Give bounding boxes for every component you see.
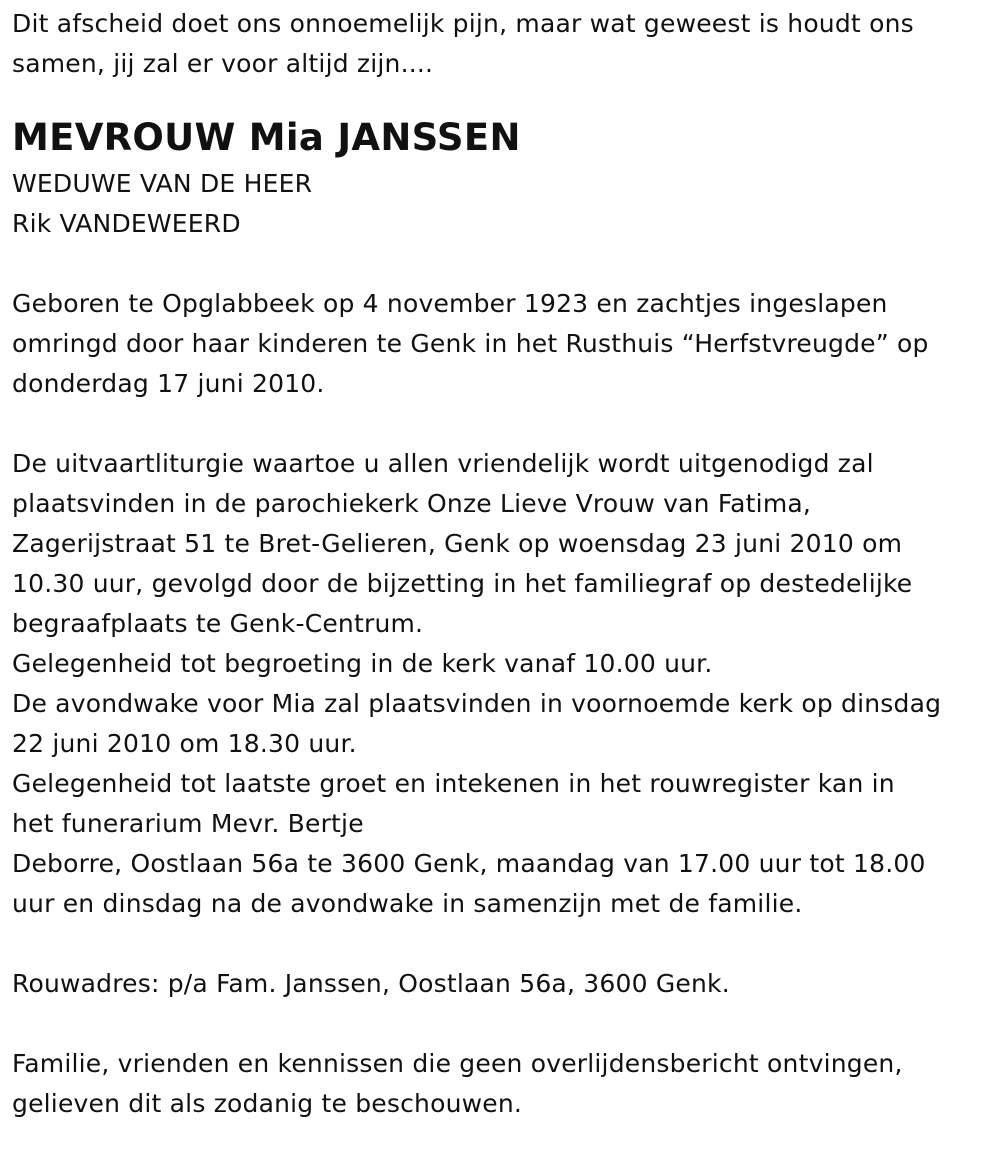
funeral-line: plaatsvinden in de parochiekerk Onze Lieve Vrouw van Fatima, (12, 489, 812, 518)
subtitle-block (12, 164, 992, 244)
funeral-line: De uitvaartliturgie waartoe u allen vriendelijk wordt uitgenodigd zal (12, 449, 874, 478)
funeral-line: 22 juni 2010 om 18.30 uur. (12, 729, 357, 758)
birth-line: Geboren te Opglabbeek op 4 november 1923 en zachtjes ingeslapen (12, 289, 888, 318)
opening-line: samen, jij zal er voor altijd zijn.... (12, 49, 434, 78)
funeral-line: De avondwake voor Mia zal plaatsvinden in voornoemde kerk op dinsdag (12, 689, 942, 718)
spacer (12, 924, 992, 964)
opening-quote (12, 4, 992, 84)
opening-line: Dit afscheid doet ons onnoemelijk pijn, maar wat geweest is houdt ons (12, 9, 914, 38)
spacer (12, 404, 992, 444)
funeral-line: uur en dinsdag na de avondwake in samenzijn met de familie. (12, 889, 803, 918)
birth-line: omringd door haar kinderen te Genk in het Rusthuis “Herfstvreugde” op (12, 329, 929, 358)
birth-paragraph (12, 284, 992, 404)
funeral-line: begraafplaats te Genk-Centrum. (12, 609, 424, 638)
spacer (12, 84, 992, 112)
funeral-line: 10.30 uur, gevolgd door de bijzetting in het familiegraf op destedelijke (12, 569, 913, 598)
funeral-line: Zagerijstraat 51 te Bret-Gelieren, Genk op woensdag 23 juni 2010 om (12, 529, 903, 558)
closing-line: Familie, vrienden en kennissen die geen overlijdensbericht ontvingen, (12, 1049, 903, 1078)
funeral-line: het funerarium Mevr. Bertje (12, 809, 364, 838)
subtitle-line: WEDUWE VAN DE HEER (12, 169, 313, 198)
funeral-line: Gelegenheid tot laatste groet en intekenen in het rouwregister kan in (12, 769, 895, 798)
funeral-paragraph (12, 444, 992, 924)
closing-paragraph (12, 1044, 992, 1124)
closing-line: gelieven dit als zodanig te beschouwen. (12, 1089, 523, 1118)
spacer (12, 244, 992, 284)
mourning-address: Rouwadres: p/a Fam. Janssen, Oostlaan 56a, 3600 Genk. (12, 969, 730, 998)
funeral-line: Gelegenheid tot begroeting in de kerk vanaf 10.00 uur. (12, 649, 713, 678)
death-notice-document (12, 4, 992, 1124)
spacer (12, 1004, 992, 1044)
birth-line: donderdag 17 juni 2010. (12, 369, 325, 398)
funeral-line: Deborre, Oostlaan 56a te 3600 Genk, maandag van 17.00 uur tot 18.00 (12, 849, 926, 878)
subtitle-line: Rik VANDEWEERD (12, 209, 241, 238)
deceased-name: MEVROUW Mia JANSSEN (12, 116, 521, 159)
